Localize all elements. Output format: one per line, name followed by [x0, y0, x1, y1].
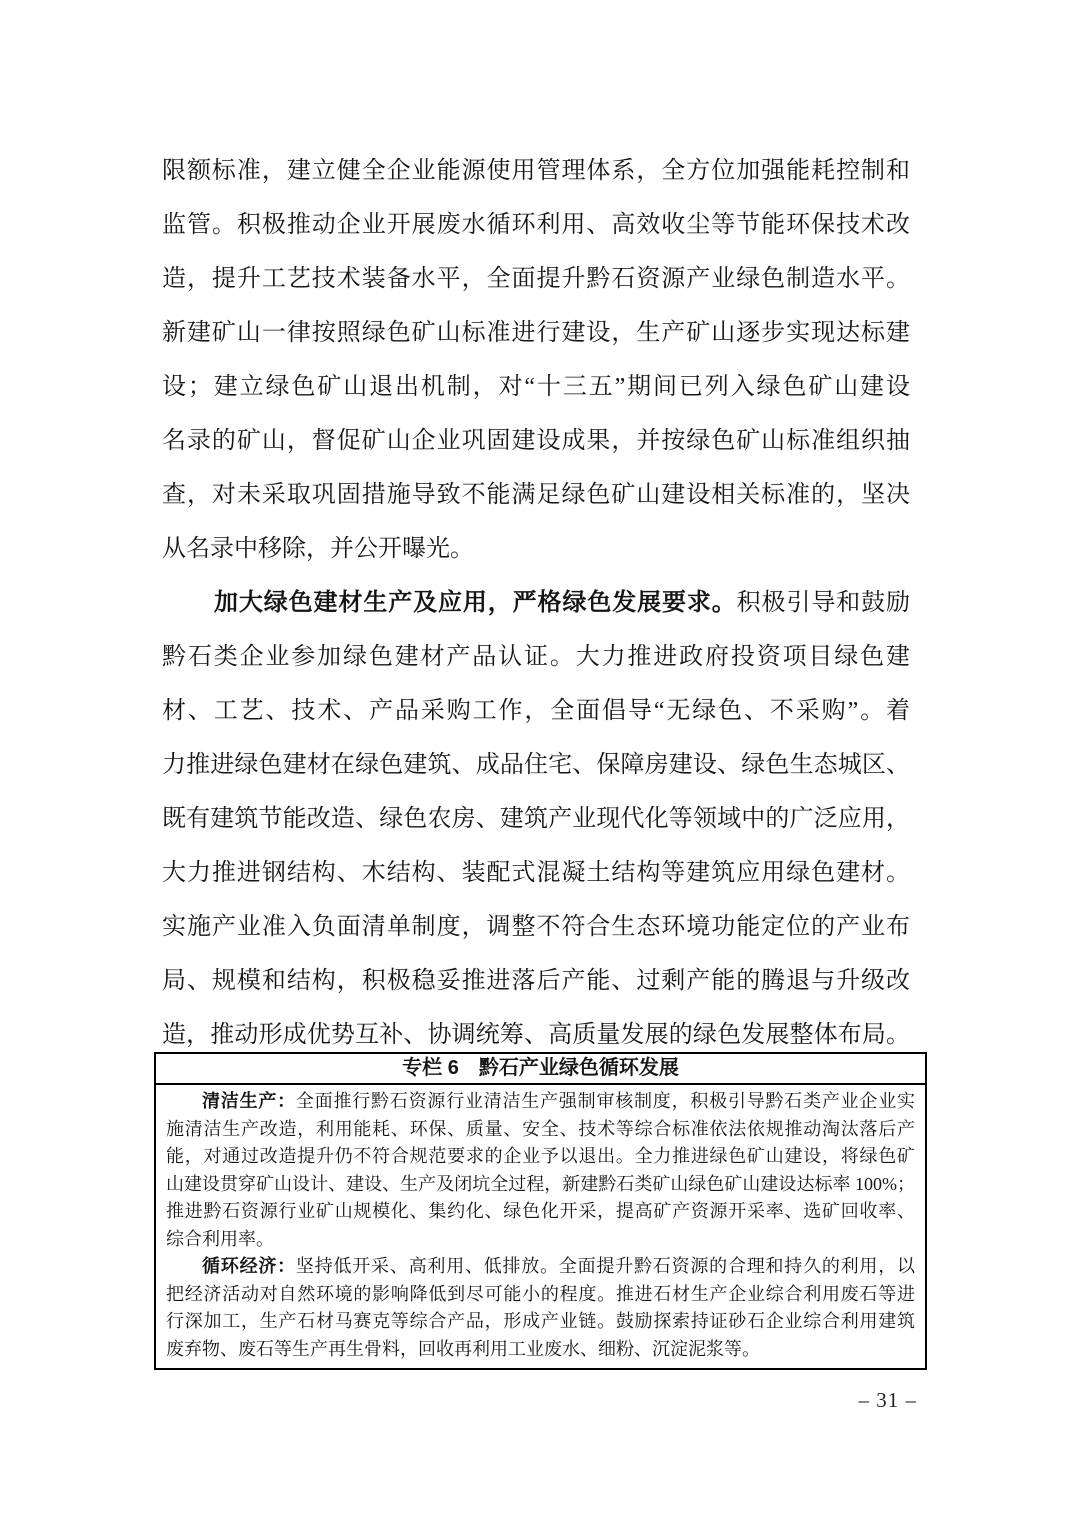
- panel-line: [166, 1088, 915, 1116]
- panel-title: 专栏 6 黔石产业绿色循环发展: [156, 1054, 925, 1085]
- panel-line: 把经济活动对自然环境的影响降低到尽可能小的程度。推进石材生产企业综合利用废石等进: [166, 1283, 915, 1304]
- panel-line: 施清洁生产改造，利用能耗、环保、质量、安全、技术等综合标准依法依规推动淘汰落后产: [166, 1118, 915, 1139]
- panel-line: 行深加工，生产石材马赛克等综合产品，形成产业链。鼓励探索持证砂石企业综合利用建筑: [166, 1311, 915, 1331]
- body-line: 材、工艺、技术、产品采购工作，全面倡导“无绿色、不采购”。着: [162, 698, 910, 724]
- panel-text: 坚持低开采、高利用、低排放。全面提升黔石资源的合理和持久的利用，以: [295, 1256, 915, 1276]
- main-text-block: [162, 144, 910, 1062]
- page-number: – 31 –: [858, 1388, 917, 1412]
- body-line: 造，提升工艺技术装备水平，全面提升黔石资源产业绿色制造水平。: [162, 266, 910, 292]
- paragraph-text: 积极引导和鼓励: [736, 590, 910, 616]
- body-line: 局、规模和结构，积极稳妥推进落后产能、过剩产能的腾退与升级改: [162, 968, 910, 994]
- panel-line: 综合利用率。: [166, 1228, 274, 1249]
- body-line: 从名录中移除，并公开曝光。: [162, 536, 474, 562]
- body-line: 设；建立绿色矿山退出机制，对“十三五”期间已列入绿色矿山建设: [162, 374, 910, 400]
- body-line: 力推进绿色建材在绿色建筑、成品住宅、保障房建设、绿色生态城区、: [162, 752, 910, 778]
- panel-line: [166, 1253, 915, 1281]
- body-line: 实施产业准入负面清单制度，调整不符合生态环境功能定位的产业布: [162, 914, 910, 940]
- body-line: 大力推进钢结构、木结构、装配式混凝土结构等建筑应用绿色建材。: [162, 860, 910, 886]
- panel-text: 全面推行黔石资源行业清洁生产强制审核制度，积极引导黔石类产业企业实: [295, 1091, 915, 1111]
- panel-line: 能，对通过改造提升仍不符合规范要求的企业予以退出。全力推进绿色矿山建设，将绿色矿: [166, 1146, 915, 1166]
- panel-line: 废弃物、废石等生产再生骨料，回收再利用工业废水、细粉、沉淀泥浆等。: [166, 1338, 760, 1359]
- body-line: 查，对未采取巩固措施导致不能满足绿色矿山建设相关标准的，坚决: [162, 482, 910, 508]
- callout-panel: [154, 1052, 927, 1370]
- panel-section-label: 清洁生产：: [202, 1091, 296, 1111]
- body-line: 名录的矿山，督促矿山企业巩固建设成果，并按绿色矿山标准组织抽: [162, 428, 910, 454]
- body-line: 监管。积极推动企业开展废水循环利用、高效收尘等节能环保技术改: [162, 212, 910, 238]
- body-line: [162, 576, 910, 630]
- panel-line: 推进黔石资源行业矿山规模化、集约化、绿色化开采，提高矿产资源开采率、选矿回收率、: [166, 1201, 915, 1221]
- body-line: 限额标准，建立健全企业能源使用管理体系，全方位加强能耗控制和: [162, 158, 910, 184]
- body-line: 黔石类企业参加绿色建材产品认证。大力推进政府投资项目绿色建: [162, 644, 910, 670]
- panel-section-label: 循环经济：: [202, 1256, 296, 1276]
- panel-line: 山建设贯穿矿山设计、建设、生产及闭坑全过程，新建黔石类矿山绿色矿山建设达标率 100%；: [166, 1173, 915, 1194]
- body-line: 造，推动形成优势互补、协调统筹、高质量发展的绿色发展整体布局。: [162, 1022, 910, 1048]
- body-line: 新建矿山一律按照绿色矿山标准进行建设，生产矿山逐步实现达标建: [162, 320, 910, 346]
- paragraph-heading: 加大绿色建材生产及应用，严格绿色发展要求。: [214, 589, 737, 616]
- body-line: 既有建筑节能改造、绿色农房、建筑产业现代化等领域中的广泛应用，: [162, 806, 910, 832]
- panel-body: [156, 1085, 925, 1368]
